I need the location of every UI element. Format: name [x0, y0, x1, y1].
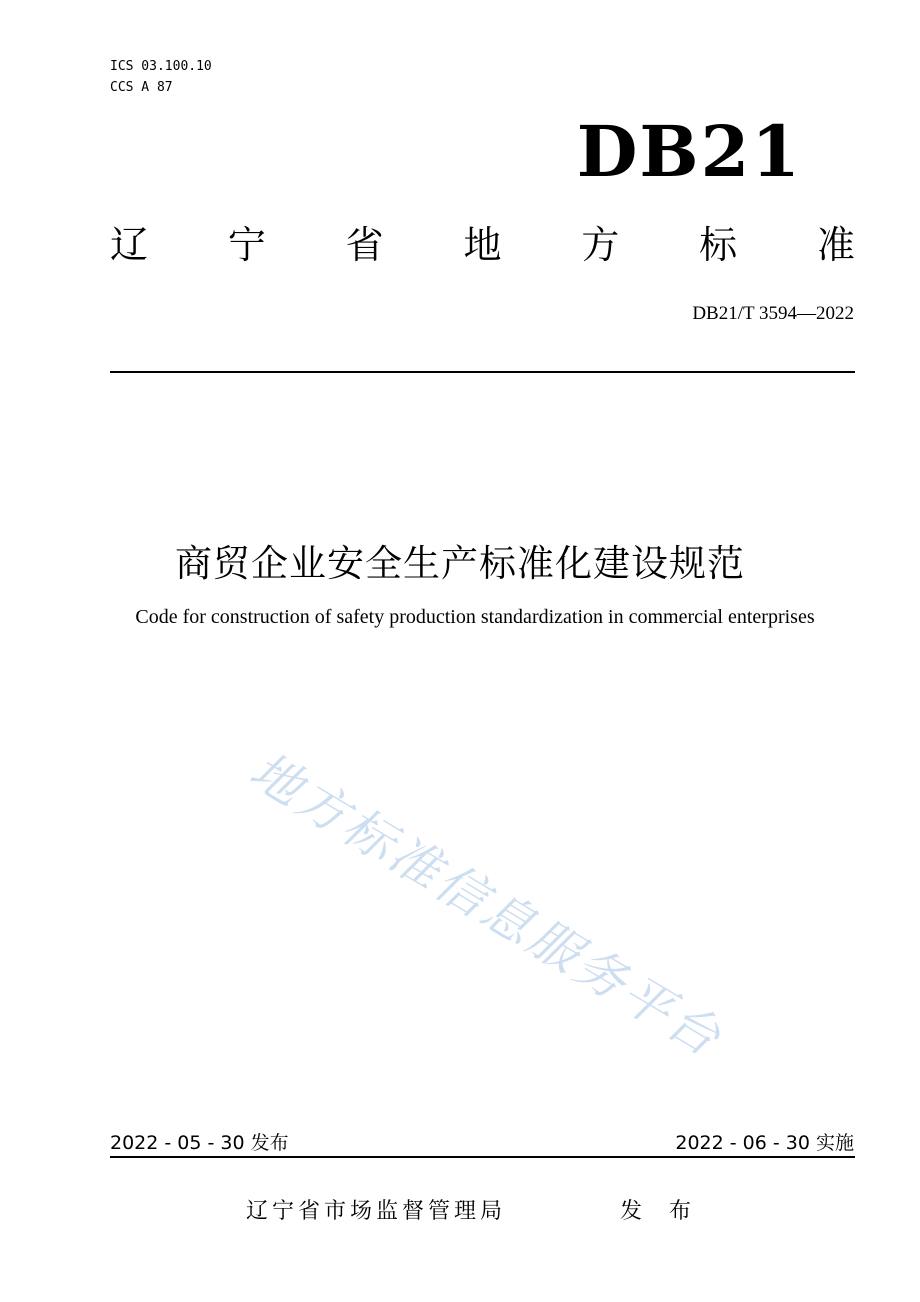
- bottom-divider: [110, 1156, 855, 1158]
- standard-type-char: 省: [345, 223, 384, 267]
- issuing-authority: 辽宁省市场监督管理局: [246, 1199, 507, 1224]
- document-title-en: Code for construction of safety production standardization in commercial enterprises: [135, 606, 815, 628]
- standard-number: DB21/T 3594—2022: [692, 303, 854, 324]
- standard-code-logo: DB21: [576, 110, 802, 193]
- standard-type-heading: [110, 222, 855, 268]
- standard-type-char: 标: [699, 223, 738, 267]
- publication-date: 2022 - 05 - 30 发布: [110, 1132, 289, 1154]
- watermark: 地方标准信息服务平台: [240, 740, 733, 1069]
- document-title-cn: 商贸企业安全生产标准化建设规范: [175, 542, 745, 585]
- ccs-code: CCS A 87: [110, 80, 173, 95]
- standard-type-char: 方: [581, 223, 620, 267]
- classification-codes: [110, 56, 212, 98]
- standard-type-char: 地: [463, 223, 502, 267]
- standard-type-char: 辽: [110, 223, 149, 267]
- top-divider: [110, 371, 855, 373]
- standard-type-char: 准: [816, 223, 855, 267]
- issue-label: 发 布: [620, 1199, 701, 1224]
- ics-code: ICS 03.100.10: [110, 59, 212, 74]
- implementation-date: 2022 - 06 - 30 实施: [675, 1132, 854, 1154]
- standard-type-char: 宁: [227, 223, 266, 267]
